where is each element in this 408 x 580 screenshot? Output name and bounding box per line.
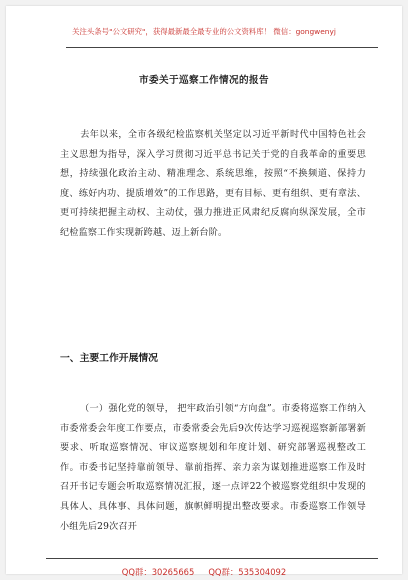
intro-paragraph-text: 去年以来，全市各级纪检监察机关坚定以习近平新时代中国特色社会主义思想为指导，深入学习贯彻习近平总书记关于党的自我革命的重要思想，持续强化政治主动、精准理念、系统思维，按照“不换频道、保持力度、练好内功、提质增效”的工作思路，更有目标、更有组织、更有章法、更可持续把握主动权、主动仗，强力推进正风肃纪反腐向纵深发展，全市纪检监察工作实现新跨越、迈上新台阶。 — [60, 130, 366, 238]
section-paragraph — [60, 400, 366, 537]
intro-paragraph — [60, 126, 366, 244]
header-divider — [66, 47, 378, 48]
footer-divider — [46, 558, 378, 559]
document-title: 市委关于巡察工作情况的报告 — [139, 75, 269, 86]
document-page — [6, 6, 402, 577]
header-banner: 关注头条号"公文研究"，获得最新最全最专业的公文资料库！ 微信：gongwenyj — [72, 27, 336, 36]
footer-qq-group-1: QQ群：30265665 — [121, 567, 195, 577]
section-heading: 一、主要工作开展情况 — [60, 353, 158, 364]
section-paragraph-text: （一）强化党的领导， 把牢政治引领“方向盘”。市委将巡察工作纳入市委常委会年度工作要点，市委常委会先后9次传达学习巡视巡察新部署新要求、听取巡察情况、审议巡察规划和年度计划、研究部署巡视整改工作。市委书记坚持靠前领导、靠前指挥、亲力亲为谋划推进巡察工作及时召开书记专题会听取巡察情况汇报，逐一点评22个被巡察党组织中发现的具体人、具体事、具体问题，旗帜鲜明提出整改要求。市委巡察工作领导小组先后29次召开 — [60, 404, 366, 532]
footer-qq-group-2: QQ群：535304092 — [208, 567, 287, 577]
footer — [6, 566, 402, 578]
